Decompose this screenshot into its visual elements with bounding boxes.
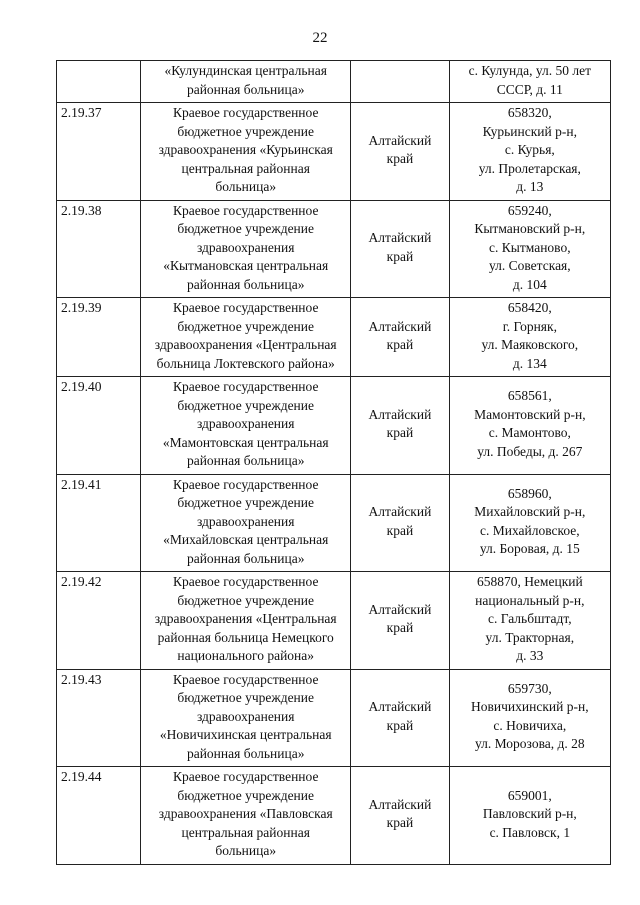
address-cell-line: ул. Морозова, д. 28 [475, 736, 585, 752]
region-cell-line: Алтайский [368, 601, 432, 617]
institution-name-cell-line: Краевое государственное [172, 574, 319, 589]
institution-name-cell-line: «Михайловская центральная [163, 532, 329, 547]
table-row [57, 298, 611, 377]
row-number-cell: 2.19.42 [57, 572, 141, 670]
institution-name-cell-line: больница» [215, 179, 277, 194]
institution-name-cell-line: здравоохранения «Центральная [154, 611, 337, 626]
address-cell [449, 669, 610, 767]
institution-name-cell-line: районная больница» [186, 81, 305, 97]
institution-name-cell-line: больница Локтевского района» [156, 355, 335, 371]
institution-name-cell [141, 474, 351, 572]
region-cell-line: край [386, 522, 414, 538]
address-cell-line: 659730, [507, 680, 552, 696]
institution-name-cell-line: центральная районная [181, 160, 310, 176]
region-cell [351, 669, 449, 767]
institution-name-cell-line: национального района» [177, 648, 315, 663]
region-cell-line: Алтайский [368, 230, 432, 246]
institution-name-cell-line: больница» [215, 843, 277, 858]
address-cell-line: Мамонтовский р-н, [474, 406, 586, 422]
institution-name-cell-line: районная больница» [186, 745, 305, 761]
row-number-cell: 2.19.44 [57, 767, 141, 865]
region-cell-line: Алтайский [368, 406, 432, 422]
institution-name-cell-line: бюджетное учреждение [177, 787, 315, 803]
region-cell-line: Алтайский [368, 699, 432, 715]
table-row [57, 572, 611, 670]
institution-name-cell-line: здравоохранения [196, 239, 295, 255]
region-cell [351, 103, 449, 201]
institution-name-cell-line: здравоохранения «Павловская [158, 806, 333, 821]
address-cell-line: национальный р-н, [475, 592, 585, 608]
table-row [57, 669, 611, 767]
institution-name-cell-line: бюджетное учреждение [177, 318, 315, 334]
region-cell-line: край [386, 151, 414, 167]
institution-name-cell-line: бюджетное учреждение [177, 221, 315, 236]
institution-name-cell-line: Краевое государственное [172, 769, 319, 784]
address-cell [449, 767, 610, 865]
page-number: 22 [312, 30, 328, 46]
row-number-cell: 2.19.43 [57, 669, 141, 767]
region-cell-line: край [386, 815, 414, 831]
address-cell-line: с. Курья, [504, 142, 555, 157]
table-row [57, 474, 611, 572]
institution-name-cell [141, 767, 351, 865]
address-cell [449, 61, 610, 103]
institution-name-cell-line: здравоохранения [196, 416, 295, 431]
institution-name-cell-line: здравоохранения «Центральная [154, 337, 337, 352]
address-cell-line: 658320, [507, 105, 552, 120]
row-number-cell: 2.19.38 [57, 200, 141, 298]
institution-name-cell-line: «Кытмановская центральная [163, 258, 329, 273]
institutions-table-body [57, 61, 611, 865]
institution-name-cell-line: Краевое государственное [172, 671, 319, 687]
institution-name-cell-line: районная больница» [186, 550, 305, 566]
institution-name-cell-line: районная больница» [186, 453, 305, 468]
address-cell [449, 572, 610, 670]
table-row [57, 200, 611, 298]
table-row [57, 377, 611, 475]
address-cell-line: 658870, Немецкий [476, 574, 583, 589]
address-cell-line: ул. Маяковского, [481, 337, 579, 352]
address-cell-line: Михайловский р-н, [474, 504, 586, 520]
institution-name-cell-line: районная больница» [186, 276, 305, 292]
institution-name-cell-line: бюджетное учреждение [177, 397, 315, 413]
address-cell-line: ул. Пролетарская, [478, 160, 581, 176]
institution-name-cell [141, 61, 351, 103]
region-cell [351, 767, 449, 865]
address-cell-line: с. Кытманово, [489, 239, 571, 255]
region-cell-line: край [386, 337, 414, 352]
address-cell-line: 658960, [507, 485, 552, 501]
institution-name-cell [141, 572, 351, 670]
address-cell-line: Новичихинский р-н, [471, 699, 589, 715]
region-cell [351, 474, 449, 572]
institution-name-cell [141, 200, 351, 298]
region-cell [351, 61, 449, 103]
address-cell-line: д. 104 [512, 276, 547, 292]
region-cell-line: Алтайский [368, 318, 432, 334]
address-cell-line: с. Мамонтово, [488, 425, 571, 441]
institution-name-cell-line: бюджетное учреждение [177, 592, 315, 608]
table-row [57, 103, 611, 201]
region-cell [351, 377, 449, 475]
institution-name-cell-line: Краевое государственное [172, 202, 319, 218]
address-cell-line: Курьинский р-н, [482, 123, 577, 139]
institution-name-cell-line: центральная районная [181, 824, 310, 840]
institution-name-cell-line: «Новичихинская центральная [159, 727, 332, 742]
row-number-cell: 2.19.39 [57, 298, 141, 377]
institution-name-cell-line: здравоохранения [196, 513, 295, 529]
address-cell [449, 298, 610, 377]
address-cell-line: с. Павловск, 1 [489, 824, 571, 840]
row-number-cell: 2.19.40 [57, 377, 141, 475]
institution-name-cell-line: Краевое государственное [172, 105, 319, 120]
institution-name-cell [141, 298, 351, 377]
address-cell-line: г. Горняк, [502, 318, 557, 334]
institution-name-cell-line: Краевое государственное [172, 379, 319, 394]
region-cell-line: край [386, 248, 414, 264]
region-cell-line: Алтайский [368, 132, 432, 148]
region-cell [351, 298, 449, 377]
institution-name-cell-line: районная больница Немецкого [157, 629, 334, 645]
institution-name-cell-line: «Кулундинская центральная [164, 63, 327, 78]
institution-name-cell-line: здравоохранения «Курьинская [158, 142, 333, 157]
institutions-table [56, 60, 611, 865]
row-number-cell: 2.19.41 [57, 474, 141, 572]
address-cell [449, 474, 610, 572]
address-cell-line: с. Гальбштадт, [487, 611, 572, 626]
institution-name-cell-line: бюджетное учреждение [177, 123, 315, 139]
address-cell-line: д. 13 [516, 179, 544, 194]
address-cell [449, 103, 610, 201]
region-cell-line: край [386, 717, 414, 733]
address-cell-line: ул. Боровая, д. 15 [479, 541, 580, 557]
address-cell-line: с. Михайловское, [479, 522, 580, 538]
institution-name-cell-line: Краевое государственное [172, 476, 319, 492]
institution-name-cell-line: «Мамонтовская центральная [162, 434, 329, 450]
region-cell [351, 200, 449, 298]
institution-name-cell-line: бюджетное учреждение [177, 495, 315, 510]
address-cell-line: Павловский р-н, [482, 806, 577, 821]
address-cell-line: д. 134 [512, 355, 547, 371]
address-cell-line: СССР, д. 11 [496, 81, 563, 97]
institution-name-cell-line: бюджетное учреждение [177, 690, 315, 705]
address-cell-line: ул. Советская, [488, 258, 571, 273]
region-cell [351, 572, 449, 670]
address-cell-line: 659001, [507, 787, 552, 803]
address-cell [449, 200, 610, 298]
address-cell-line: ул. Тракторная, [485, 629, 575, 645]
address-cell-line: Кытмановский р-н, [474, 221, 586, 236]
address-cell-line: ул. Победы, д. 267 [477, 443, 583, 459]
institution-name-cell-line: Краевое государственное [172, 300, 319, 315]
table-row [57, 61, 611, 103]
region-cell-line: Алтайский [368, 796, 432, 812]
address-cell-line: 658561, [507, 388, 552, 404]
region-cell-line: край [386, 620, 414, 636]
institution-name-cell-line: здравоохранения [196, 708, 295, 724]
institution-name-cell [141, 377, 351, 475]
address-cell [449, 377, 610, 475]
table-row [57, 767, 611, 865]
region-cell-line: Алтайский [368, 504, 432, 520]
row-number-cell: 2.19.37 [57, 103, 141, 201]
address-cell-line: с. Кулунда, ул. 50 лет [468, 63, 591, 78]
address-cell-line: с. Новичиха, [493, 717, 567, 733]
region-cell-line: край [386, 425, 414, 441]
row-number-cell [57, 61, 141, 103]
address-cell-line: 659240, [507, 202, 552, 218]
institution-name-cell [141, 669, 351, 767]
address-cell-line: 658420, [507, 300, 552, 315]
institution-name-cell [141, 103, 351, 201]
address-cell-line: д. 33 [516, 648, 544, 663]
